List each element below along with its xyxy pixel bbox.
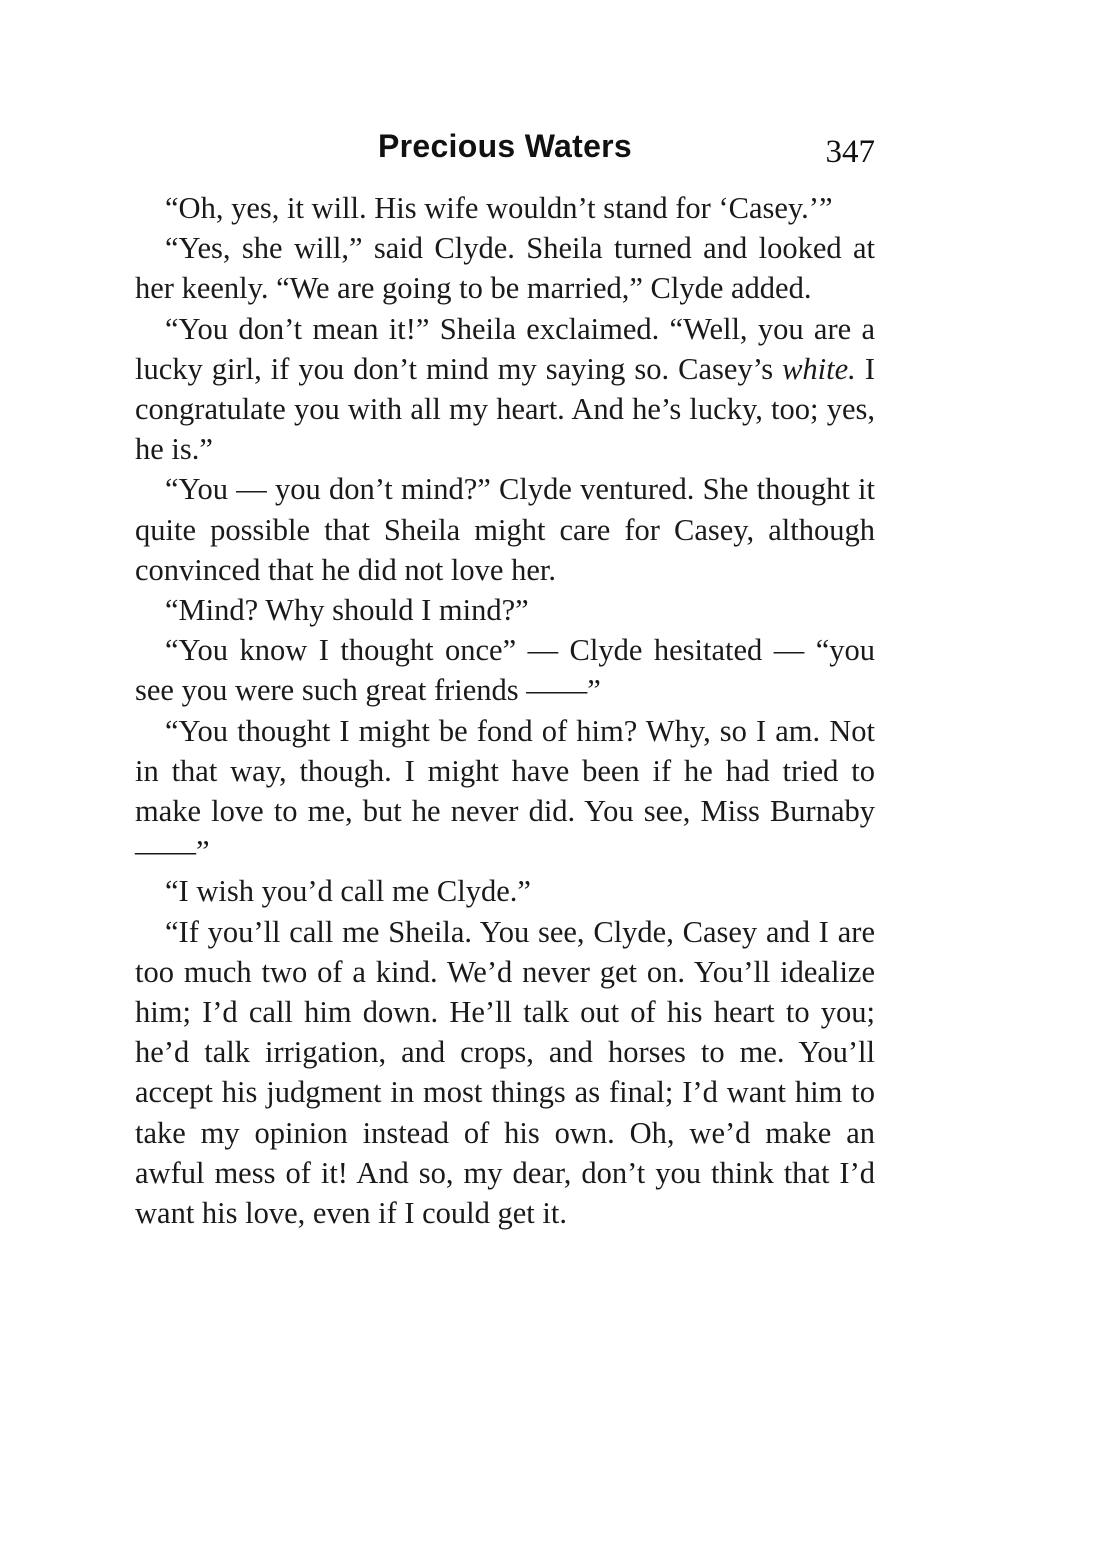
paragraph-9: “If you’ll call me Sheila. You see, Clyde, Casey and I are too much two of a kind. We’d never get on. You’ll idealize him; I’d call him down. He’ll talk out of his heart to you; he’d talk irrigation, and crops, and horses to me. You’ll accept his judgment in most things as final; I’d want him to take my opinion instead of his own. Oh, we’d make an awful mess of it! And so, my dear, don’t you think that I’d want his love, even if I could get it.	[135, 914, 875, 1231]
paragraph-6: “You know I thought once” — Clyde hesitated — “you see you were such great friends ——”	[135, 633, 875, 708]
paragraph-2: “Yes, she will,” said Clyde. Sheila turned and looked at her keenly. “We are going to be married,” Clyde added.	[135, 231, 875, 306]
paragraph-7: “You thought I might be fond of him? Why, so I am. Not in that way, though. I might have been if he had tried to make love to me, but he never did. You see, Miss Burnaby ——”	[135, 713, 875, 869]
chapter-title: Precious Waters	[377, 128, 633, 164]
paragraph-5: “Mind? Why should I mind?”	[165, 593, 529, 628]
paragraph-4: “You — you don’t mind?” Clyde ventured. She thought it quite possible that Sheila might care for Casey, although convinced that he did not love her.	[135, 472, 875, 587]
body-text	[135, 188, 875, 1233]
italic-emphasis: white.	[782, 351, 856, 386]
paragraph-3: “You don’t mean it!” Sheila exclaimed. “Well, you are a lucky girl, if you don’t mind my saying so. Casey’s white. I congratulate you with all my heart. And he’s lucky, too; yes, he is.”	[135, 311, 875, 467]
paragraph-8: “I wish you’d call me Clyde.”	[165, 874, 531, 909]
running-head	[135, 128, 875, 172]
paragraph-1: “Oh, yes, it will. His wife wouldn’t stand for ‘Casey.’”	[165, 191, 833, 225]
page-number: 347	[825, 134, 875, 170]
